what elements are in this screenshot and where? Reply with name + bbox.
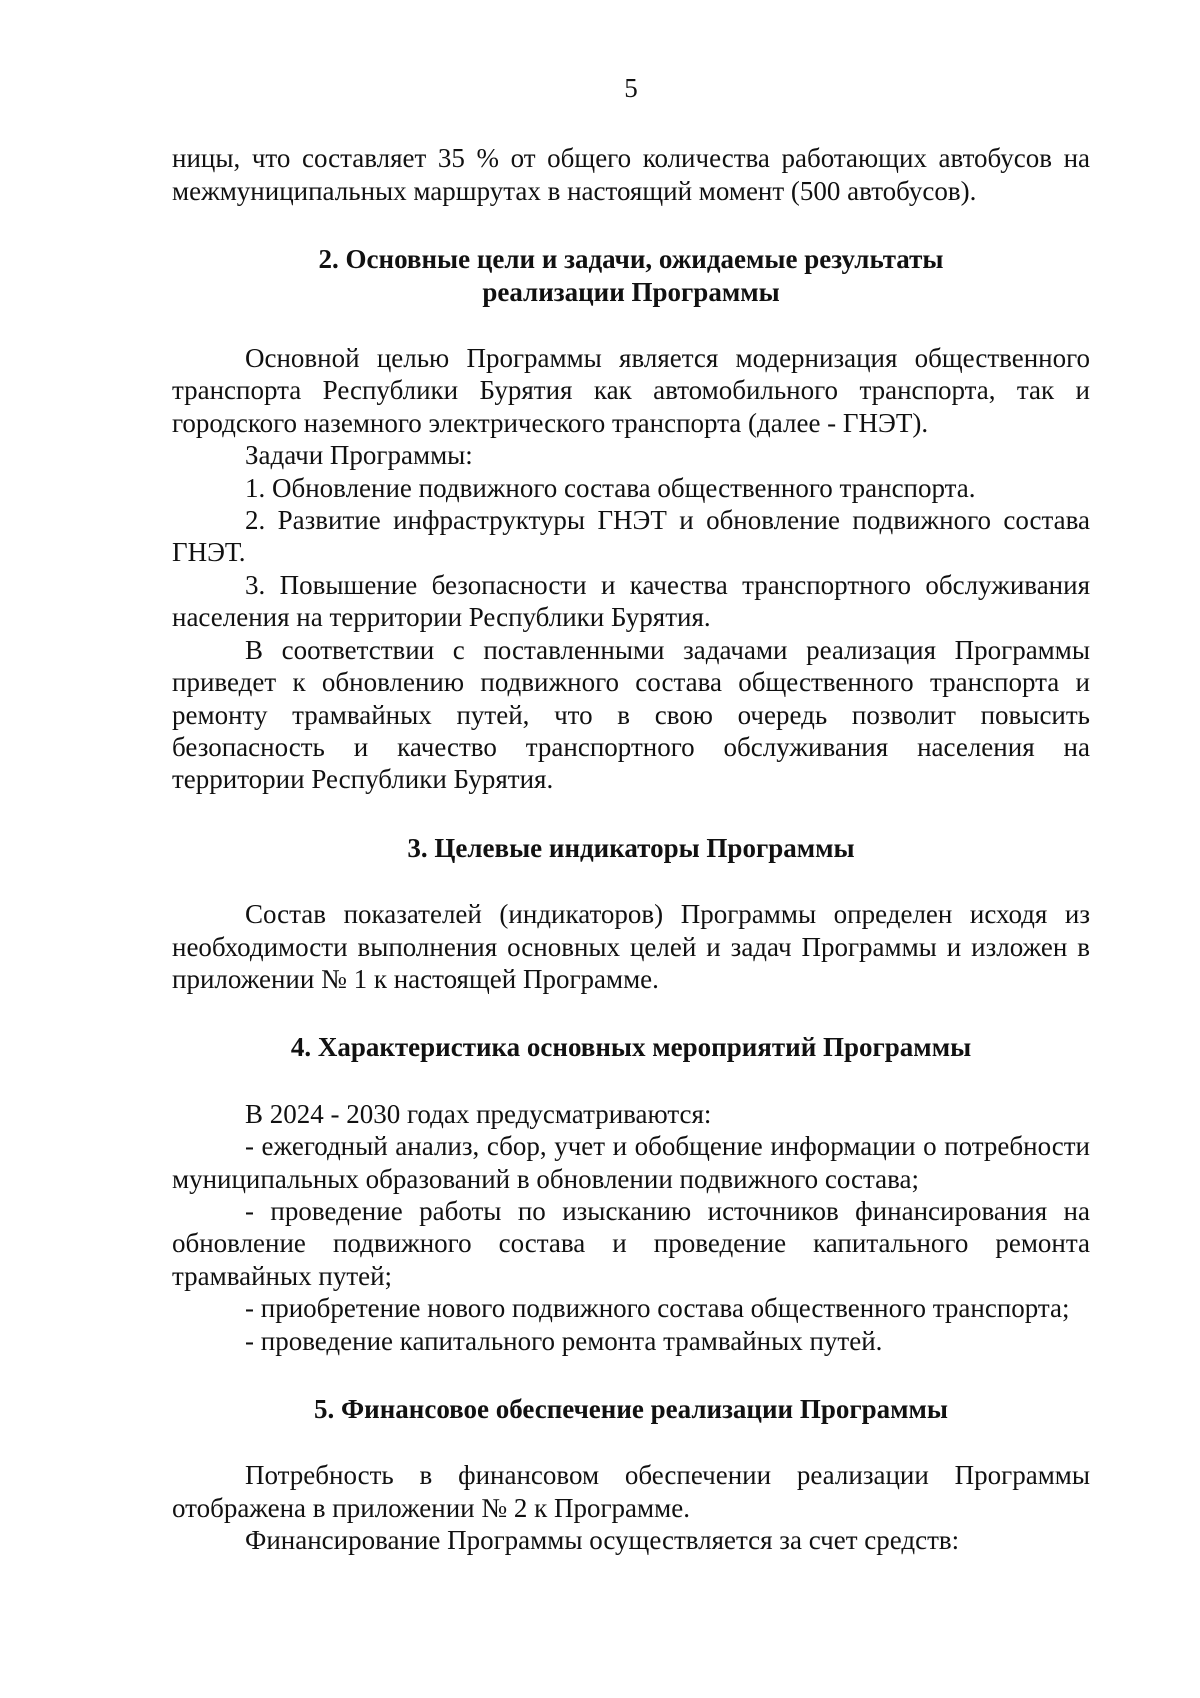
section-2-heading-line-1: 2. Основные цели и задачи, ожидаемые результаты <box>318 244 944 275</box>
section-5-paragraph-2: Финансирование Программы осуществляется за счет средств: <box>245 1525 960 1556</box>
section-4-paragraph-4: - приобретение нового подвижного состава общественного транспорта; <box>245 1293 1070 1324</box>
section-4-paragraph-5: - проведение капитального ремонта трамвайных путей. <box>245 1325 883 1356</box>
section-5-heading: 5. Финансовое обеспечение реализации Программы <box>313 1394 949 1424</box>
section-3-paragraph-1: Состав показателей (индикаторов) Программы определен исходя из необходимости выполнения основных целей и задач Программы и изложен в приложении № 1 к настоящей Программе. <box>172 899 1090 994</box>
page-number: 5 <box>624 73 638 103</box>
section-4-paragraph-2: - ежегодный анализ, сбор, учет и обобщение информации о потребности муниципальных образований в обновлении подвижного состава; <box>172 1131 1090 1194</box>
section-2-heading <box>172 243 1090 308</box>
section-3-heading: 3. Целевые индикаторы Программы <box>407 832 855 863</box>
section-2-paragraph-6: В соответствии с поставленными задачами реализация Программы приведет к обновлению подвижного состава общественного транспорта и ремонту трамвайных путей, что в свою очередь позволит повысить безопасность и качество транспортного обслуживания населения на территории Республики Бурятия. <box>172 634 1090 795</box>
section-4-heading: 4. Характеристика основных мероприятий Программы <box>290 1032 972 1063</box>
section-4-paragraph-1: В 2024 - 2030 годах предусматриваются: <box>245 1098 712 1129</box>
section-2-paragraph-2: Задачи Программы: <box>245 440 473 471</box>
section-2-paragraph-1: Основной целью Программы является модернизация общественного транспорта Республики Бурятия как автомобильного транспорта, так и городского наземного электрического транспорта (далее - ГНЭТ). <box>172 343 1090 438</box>
section-2-paragraph-5: 3. Повышение безопасности и качества транспортного обслуживания населения на территории Республики Бурятия. <box>172 569 1090 633</box>
section-5-paragraph-1: Потребность в финансовом обеспечении реализации Программы отображена в приложении № 2 к Программе. <box>172 1460 1090 1523</box>
section-2-paragraph-4: 2. Развитие инфраструктуры ГНЭТ и обновление подвижного состава ГНЭТ. <box>172 505 1090 568</box>
section-2-heading-line-2: реализации Программы <box>482 276 780 307</box>
intro-paragraph: ницы, что составляет 35 % от общего количества работающих автобусов на межмуниципальных маршрутах в настоящий момент (500 автобусов). <box>172 143 1090 206</box>
section-2-paragraph-3: 1. Обновление подвижного состава общественного транспорта. <box>245 472 976 503</box>
section-4-paragraph-3: - проведение работы по изысканию источников финансирования на обновление подвижного состава и проведение капитального ремонта трамвайных путей; <box>172 1195 1090 1291</box>
